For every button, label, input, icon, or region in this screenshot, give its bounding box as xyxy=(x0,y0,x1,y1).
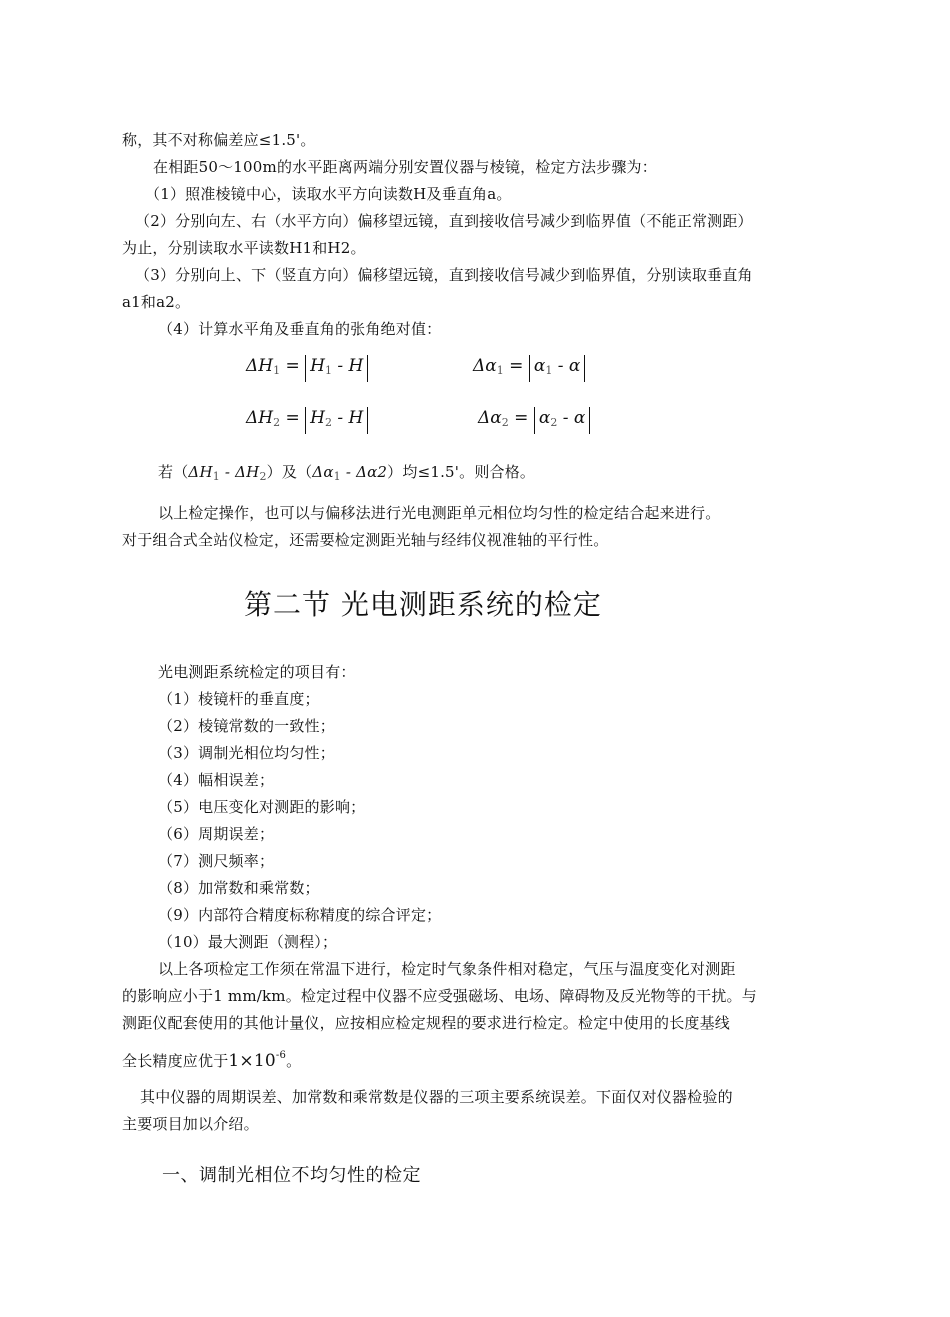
text-line: 为止，分别读取水平读数H1和H2。 xyxy=(122,239,366,257)
list-item: （7）测尺频率； xyxy=(158,852,275,870)
text-line: 对于组合式全站仪检定，还需要检定测距光轴与经纬仪视准轴的平行性。 xyxy=(122,531,609,549)
text-line: 以上各项检定工作须在常温下进行，检定时气象条件相对稳定，气压与温度变化对测距 xyxy=(158,960,736,978)
formula-delta-h2: $\Delta H_2 = H_2 - H$ xyxy=(246,407,368,434)
text-line: 其中仪器的周期误差、加常数和乘常数是仪器的三项主要系统误差。下面仅对仪器检验的 xyxy=(140,1088,733,1106)
list-item: （4）幅相误差； xyxy=(158,771,275,789)
text-line: （2）分别向左、右（水平方向）偏移望远镜，直到接收信号减少到临界值（不能正常测距） xyxy=(135,212,753,230)
text-line-with-math: 全长精度应优于$1\times 10^{-6}$。 xyxy=(122,1050,302,1071)
list-item: （2）棱镜常数的一致性； xyxy=(158,717,335,735)
list-item: （10）最大测距（测程）； xyxy=(158,933,338,951)
text-line: 在相距50～100m的水平距离两端分别安置仪器与棱镜，检定方法步骤为： xyxy=(153,158,657,176)
text-line: 主要项目加以介绍。 xyxy=(122,1115,259,1133)
formula-delta-alpha1: $\Delta\alpha_1 = \alpha_1 - \alpha$ xyxy=(473,355,585,382)
list-item: （9）内部符合精度标称精度的综合评定； xyxy=(158,906,442,924)
text-line: 光电测距系统检定的项目有： xyxy=(158,663,356,681)
list-item: （5）电压变化对测距的影响； xyxy=(158,798,366,816)
subsection-title: 一、调制光相位不均匀性的检定 xyxy=(162,1165,421,1186)
section-title: 第二节 光电测距系统的检定 xyxy=(244,588,602,621)
list-item: （8）加常数和乘常数； xyxy=(158,879,320,897)
list-item: （1）棱镜杆的垂直度； xyxy=(158,690,320,708)
text-line: 以上检定操作，也可以与偏移法进行光电测距单元相位均匀性的检定结合起来进行。 xyxy=(158,504,721,522)
text-line: a1和a2。 xyxy=(122,293,191,311)
list-item: （6）周期误差； xyxy=(158,825,275,843)
text-line: 称，其不对称偏差应≤1.5'。 xyxy=(122,131,316,149)
condition-line: 若$(\Delta H_1 - \Delta H_2)$及$(\Delta\alpha_1 - \Delta\alpha 2)$均≤1.5'。则合格。 xyxy=(158,463,536,483)
formula-delta-h1: $\Delta H_1 = H_1 - H$ xyxy=(246,355,368,382)
formula-delta-alpha2: $\Delta\alpha_2 = \alpha_2 - \alpha$ xyxy=(478,407,590,434)
list-item: （3）调制光相位均匀性； xyxy=(158,744,335,762)
text-line: 的影响应小于1 mm/km。检定过程中仪器不应受强磁场、电场、障碍物及反光物等的干扰。与 xyxy=(122,987,757,1005)
text-line: 测距仪配套使用的其他计量仪，应按相应检定规程的要求进行检定。检定中使用的长度基线 xyxy=(122,1014,731,1032)
text-line: （1）照准棱镜中心，读取水平方向读数H及垂直角a。 xyxy=(145,185,512,203)
text-line: （4）计算水平角及垂直角的张角绝对值： xyxy=(158,320,442,338)
text-line: （3）分别向上、下（竖直方向）偏移望远镜，直到接收信号减少到临界值，分别读取垂直角 xyxy=(135,266,753,284)
